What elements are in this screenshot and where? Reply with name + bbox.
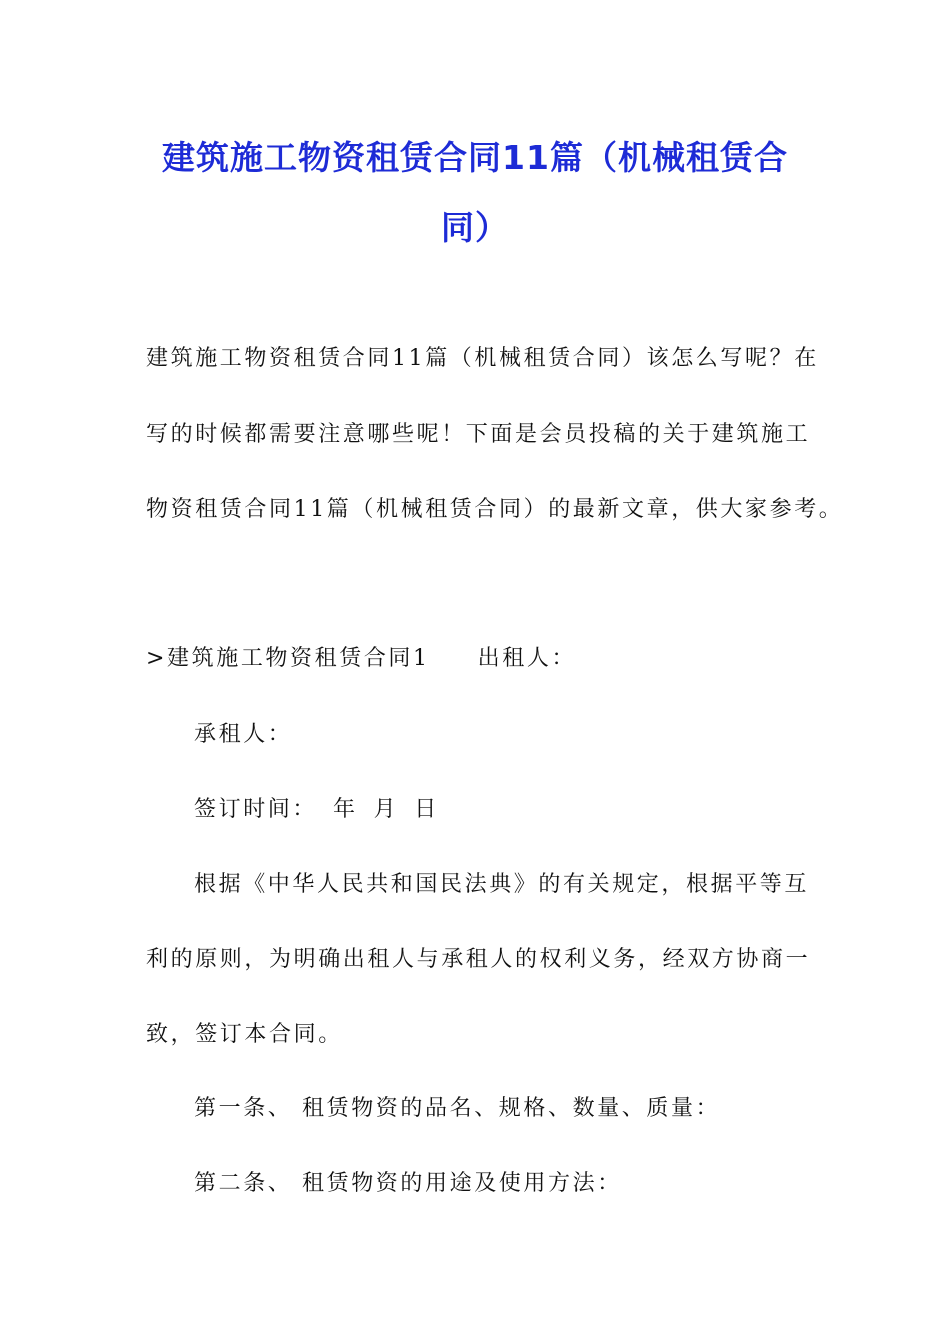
- day-label: 日: [414, 797, 439, 822]
- signing-date-row: [194, 795, 439, 825]
- contract-heading-row: [146, 644, 576, 674]
- document-title-line-1: 建筑施工物资租赁合同11篇（机械租赁合: [162, 138, 788, 177]
- document-title-line-2: 同）: [441, 208, 509, 247]
- contract-heading: >建筑施工物资租赁合同1: [146, 646, 430, 671]
- lessor-label: 出租人：: [477, 646, 577, 671]
- intro-line-3: 物资租赁合同11篇（机械租赁合同）的最新文章，供大家参考。: [146, 497, 844, 522]
- intro-line-1: 建筑施工物资租赁合同11篇（机械租赁合同）该怎么写呢？在: [146, 346, 819, 371]
- basis-line-2: 利的原则，为明确出租人与承租人的权利义务，经双方协商一: [146, 947, 811, 972]
- basis-line-3: 致，签订本合同。: [146, 1022, 343, 1047]
- lessee-label: 承租人：: [194, 722, 293, 747]
- year-label: 年: [333, 797, 358, 822]
- article-2: 第二条、 租赁物资的用途及使用方法：: [194, 1171, 622, 1196]
- basis-line-1: 根据《中华人民共和国民法典》的有关规定，根据平等互: [194, 872, 810, 897]
- article-1: 第一条、 租赁物资的品名、规格、数量、质量：: [194, 1096, 721, 1121]
- signing-date-label: 签订时间：: [194, 797, 318, 822]
- intro-line-2: 写的时候都需要注意哪些呢！下面是会员投稿的关于建筑施工: [146, 422, 811, 447]
- month-label: 月: [373, 797, 399, 822]
